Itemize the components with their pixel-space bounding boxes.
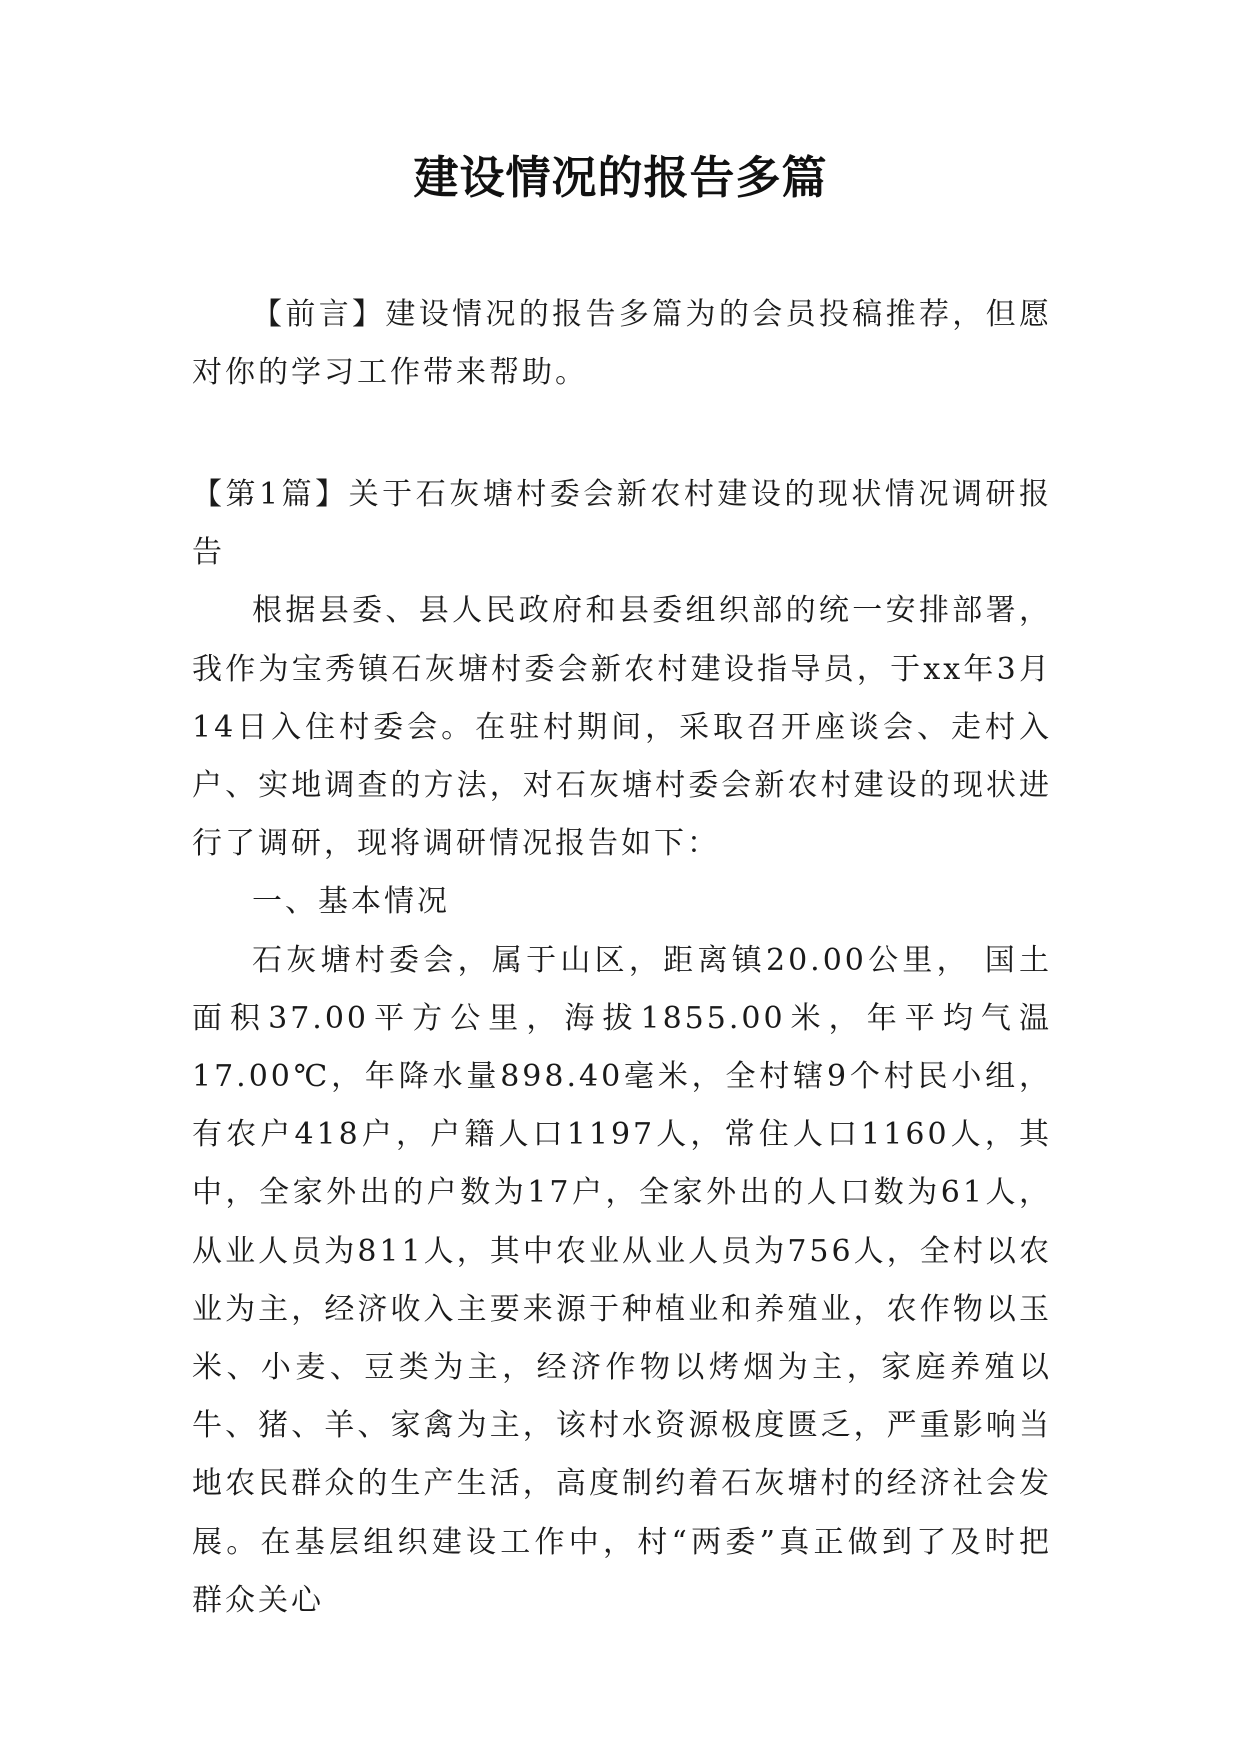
preface-paragraph: 【前言】建设情况的报告多篇为的会员投稿推荐，但愿对你的学习工作带来帮助。 [192,297,1052,391]
body-paragraph: 根据县委、县人民政府和县委组织部的统一安排部署，我作为宝秀镇石灰塘村委会新农村建设指导员，于xx年3月14日入住村委会。在驻村期间，采取召开座谈会、走村入户、实地调查的方法，对石灰塘村委会新农村建设的现状进行了调研，现将调研情况报告如下： [192,593,1052,862]
document-title: 建设情况的报告多篇 [413,151,828,204]
section-heading: 一、基本情况 [252,884,450,920]
body-paragraph: 石灰塘村委会，属于山区，距离镇20.00公里， 国土面积37.00平方公里，海拔1855.00米，年平均气温17.00℃，年降水量898.40毫米，全村辖9个村民小组，有农户418户，户籍人口1197人，常住人口1160人，其中，全家外出的户数为17户，全家外出的人口数为61人，从业人员为811人，其中农业从业人员为756人，全村以农业为主，经济收入主要来源于种植业和养殖业，农作物以玉米、小麦、豆类为主，经济作物以烤烟为主，家庭养殖以牛、猪、羊、家禽为主，该村水资源极度匮乏，严重影响当地农民群众的生产生活，高度制约着石灰塘村的经济社会发展。在基层组织建设工作中，村“两委”真正做到了及时把群众关心 [192,942,1052,1618]
article-block [192,466,1052,1630]
article-heading: 【第1篇】关于石灰塘村委会新农村建设的现状情况调研报告 [192,477,1052,571]
preface-block [192,286,1052,402]
